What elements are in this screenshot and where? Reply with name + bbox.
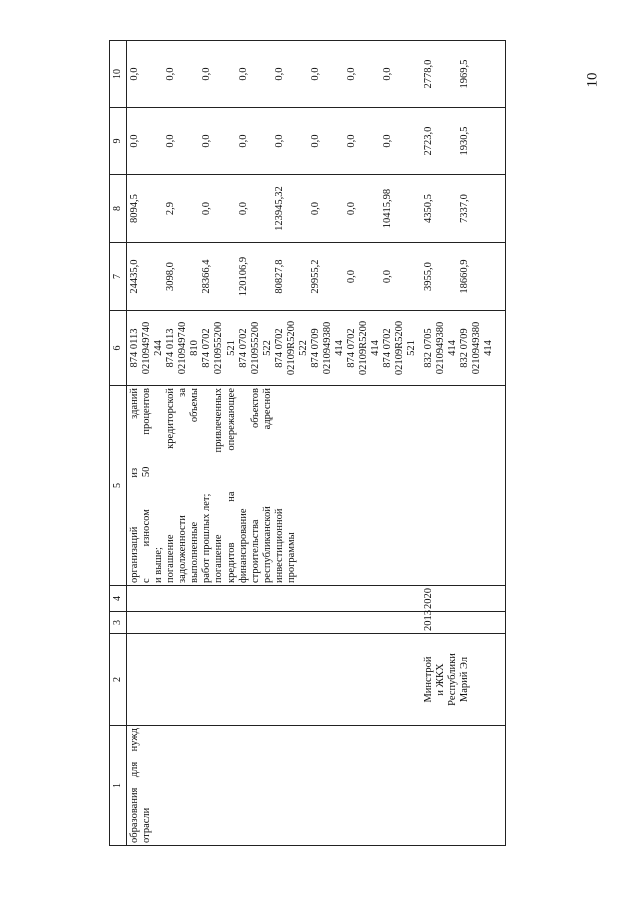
value-col8: 4350,5 <box>422 194 434 223</box>
table-row-main <box>127 41 421 846</box>
code-line: 414 <box>370 340 382 356</box>
code-line: 874 0113 <box>129 328 140 368</box>
cell-col10 <box>421 41 506 108</box>
code-line: 02109R5200 <box>394 320 406 376</box>
code-line: 0210949380 <box>470 321 482 375</box>
executor-line: Марий Эл <box>458 656 470 703</box>
header-col-6: 6 <box>110 311 127 386</box>
header-col-5: 5 <box>110 386 127 586</box>
code-line: 244 <box>153 340 165 356</box>
header-col-3: 3 <box>110 612 127 634</box>
code-line: 414 <box>482 340 494 356</box>
purpose-line: выполненные объемы <box>189 388 201 583</box>
value-col8: 0,0 <box>346 201 358 216</box>
code-line: 0210949380 <box>322 321 333 375</box>
cell-executor <box>127 634 421 726</box>
code-line: 0210955200 <box>213 321 225 375</box>
value-col10: 1969,5 <box>458 59 470 89</box>
purpose-line: республиканской адресной <box>261 388 273 583</box>
cell-purpose <box>421 386 506 586</box>
value-col7: 3098,0 <box>165 262 177 291</box>
cell-executor <box>421 634 506 726</box>
code-line: 832 0709 <box>458 328 470 368</box>
value-col8: 7337,0 <box>458 194 470 223</box>
value-col9: 0,0 <box>346 134 358 148</box>
header-col-8: 8 <box>110 175 127 243</box>
purpose-block <box>129 388 298 583</box>
cell-col7 <box>127 243 421 311</box>
code-line: 832 0705 <box>422 328 434 368</box>
code-line: 0210949740 <box>177 321 189 375</box>
value-col7: 29955,2 <box>309 259 321 294</box>
value-col10: 0,0 <box>309 67 321 81</box>
purpose-line: работ прошлых лет; <box>201 493 213 583</box>
value-col9: 1930,5 <box>458 126 470 156</box>
purpose-line: инвестиционной <box>273 508 285 583</box>
purpose-line: программы <box>285 532 297 583</box>
value-col9: 0,0 <box>309 134 321 148</box>
purpose-line: погашение кредиторской <box>165 388 177 583</box>
start-year: 2013 <box>422 610 434 631</box>
header-col-9: 9 <box>110 108 127 175</box>
header-col-10: 10 <box>110 41 127 108</box>
header-col-7: 7 <box>110 243 127 311</box>
value-col7: 3955,0 <box>422 262 434 291</box>
value-col9: 0,0 <box>273 134 285 148</box>
value-col9: 0,0 <box>382 134 394 148</box>
cell-start-year <box>421 612 506 634</box>
header-col-1: 1 <box>110 726 127 846</box>
value-col7: 24435,0 <box>129 259 140 294</box>
value-col7: 0,0 <box>382 269 394 284</box>
purpose-line: кредитов на опережающее <box>225 388 237 583</box>
value-col8: 2,9 <box>165 201 177 216</box>
code-line: 0210955200 <box>249 321 261 375</box>
code-line: 874 0702 <box>273 328 285 368</box>
value-col8: 8094,5 <box>129 194 140 223</box>
value-col9: 0,0 <box>129 134 140 148</box>
cell-col10 <box>127 41 421 108</box>
code-line: 522 <box>297 340 309 356</box>
value-col7: 120106,9 <box>237 256 249 297</box>
code-line: 810 <box>189 340 201 356</box>
page-number: 10 <box>584 72 601 88</box>
code-line: 874 0702 <box>382 328 394 368</box>
value-col8: 0,0 <box>309 201 321 216</box>
value-col8: 0,0 <box>201 201 213 216</box>
value-col8: 10415,98 <box>382 188 394 229</box>
value-col8: 0,0 <box>237 201 249 216</box>
executor-line: Республики <box>446 653 458 706</box>
value-col10: 0,0 <box>273 67 285 81</box>
value-col9: 0,0 <box>201 134 213 148</box>
cell-start-year <box>127 612 421 634</box>
rotated-table-wrapper <box>109 41 519 846</box>
header-col-2: 2 <box>110 634 127 726</box>
value-col7: 0,0 <box>346 269 358 284</box>
cell-col7 <box>421 243 506 311</box>
code-line: 521 <box>225 340 237 356</box>
code-line: 874 0702 <box>346 328 358 368</box>
value-col8: 123945,32 <box>273 186 285 231</box>
end-year: 2020 <box>422 588 434 609</box>
code-line: 874 0702 <box>201 328 213 368</box>
purpose-line: строительства объектов <box>249 388 261 583</box>
cell-budget-codes <box>127 311 421 386</box>
value-col10: 0,0 <box>382 67 394 81</box>
executor-line: и ЖКХ <box>434 663 446 696</box>
cell-end-year <box>421 586 506 612</box>
executor-line: Минстрой <box>422 656 434 703</box>
code-line: 874 0702 <box>237 328 249 368</box>
purpose-line: с износом 50 процентов <box>141 388 153 583</box>
value-col9: 2723,0 <box>422 126 434 156</box>
value-col7: 18660,9 <box>458 259 470 294</box>
budget-table <box>109 40 506 846</box>
code-line: 874 0709 <box>309 328 321 368</box>
code-line: 02109R5200 <box>358 320 370 376</box>
purpose-line: задолженности за <box>177 388 189 583</box>
value-col10: 2778,0 <box>422 59 434 89</box>
direction-line: отрасли <box>141 807 153 843</box>
code-line: 02109R5200 <box>285 320 297 376</box>
cell-purpose <box>127 386 421 586</box>
value-col7: 80827,8 <box>273 259 285 294</box>
code-line: 414 <box>334 340 346 356</box>
cell-direction <box>421 726 506 846</box>
value-col10: 0,0 <box>346 67 358 81</box>
code-line: 0210949740 <box>141 321 153 375</box>
value-col10: 0,0 <box>237 67 249 81</box>
value-col7: 28366,4 <box>201 259 213 294</box>
value-col10: 0,0 <box>201 67 213 81</box>
cell-direction <box>127 726 421 846</box>
value-col10: 0,0 <box>165 67 177 81</box>
direction-line: образования для нужд <box>129 728 140 843</box>
code-line: 0210949380 <box>434 321 446 375</box>
value-col10: 0,0 <box>129 67 140 81</box>
header-col-4: 4 <box>110 586 127 612</box>
cell-col9 <box>421 108 506 175</box>
code-line: 522 <box>261 340 273 356</box>
purpose-line: организаций из зданий <box>129 388 140 583</box>
cell-col8 <box>127 175 421 243</box>
table-row-ministry <box>421 41 506 846</box>
cell-col9 <box>127 108 421 175</box>
value-col9: 0,0 <box>237 134 249 148</box>
code-line: 874 0113 <box>165 328 177 368</box>
code-line: 521 <box>406 340 418 356</box>
value-col9: 0,0 <box>165 134 177 148</box>
cell-end-year <box>127 586 421 612</box>
purpose-line: погашение привлеченных <box>213 388 225 583</box>
header-row <box>110 41 127 846</box>
purpose-line: и выше; <box>153 547 165 583</box>
cell-budget-codes <box>421 311 506 386</box>
cell-col8 <box>421 175 506 243</box>
purpose-line: финансирование <box>237 508 249 583</box>
code-line: 414 <box>446 340 458 356</box>
